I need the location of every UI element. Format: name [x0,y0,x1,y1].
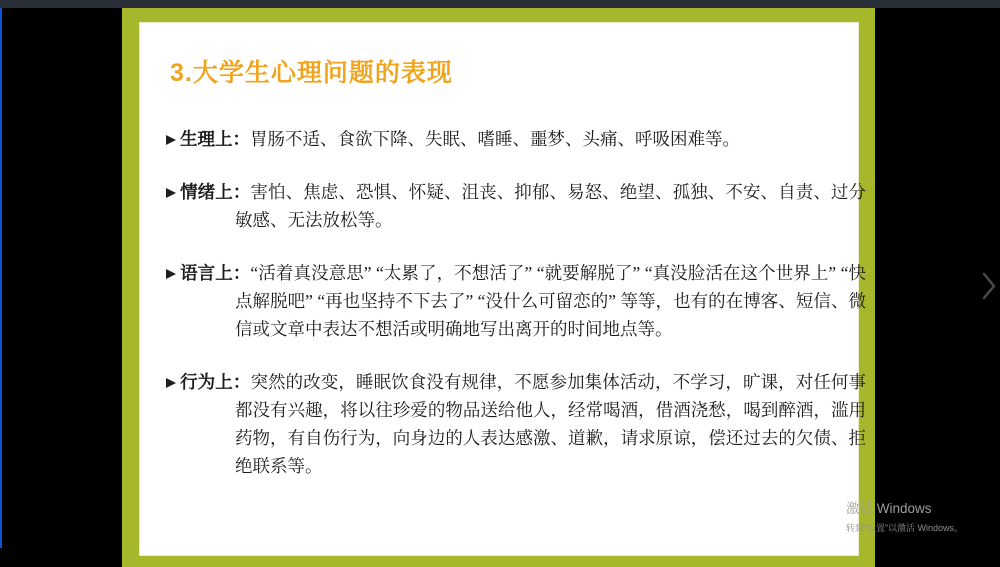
bullet-text: “活着真没意思” “太累了，不想活了” “就要解脱了” “真没脸活在这个世界上” “快点解脱吧” “再也坚持不下去了” “没什么可留恋的” 等等，也有的在博客、短信、微信或文章中表达不想活或明确地写出离开的时间地点等。 [235,263,867,339]
next-page-chevron-icon[interactable] [979,267,999,305]
window-top-strip [0,0,1000,8]
presentation-slide [122,8,875,567]
bullet-text: 害怕、焦虑、恐惧、怀疑、沮丧、抑郁、易怒、绝望、孤独、不安、自责、过分敏感、无法放松等。 [235,182,867,230]
bullet-text: 胃肠不适、食欲下降、失眠、嗜睡、噩梦、头痛、呼吸困难等。 [250,129,740,149]
bullet-text: 突然的改变，睡眠饮食没有规律，不愿参加集体活动，不学习，旷课，对任何事都没有兴趣，将以往珍爱的物品送给他人，经常喝酒，借酒浇愁，喝到醉酒，滥用药物，有自伤行为，向身边的人表达感激、道歉，请求原谅，偿还过去的欠债、拒绝联系等。 [235,372,867,476]
bullet-list [166,125,866,505]
window-left-edge-accent [0,8,2,548]
bullet-label: 语言上： [180,263,251,283]
bullet-emotional [166,178,866,234]
bullet-behavioral [166,368,866,480]
bullet-arrow-icon [166,269,176,279]
bullet-arrow-icon [166,378,176,388]
slide-title: 3.大学生心理问题的表现 [170,59,453,87]
slide-content-area [140,23,867,555]
bullet-physiological [166,125,866,153]
bullet-label: 生理上： [180,129,250,149]
bullet-arrow-icon [166,135,176,145]
watermark-title: 激活 Windows [846,501,932,516]
bullet-label: 行为上： [180,372,251,392]
bullet-verbal [166,259,866,343]
bullet-label: 情绪上： [180,182,251,202]
watermark-subtitle: 转到“设置”以激活 Windows。 [846,523,964,533]
bullet-arrow-icon [166,188,176,198]
